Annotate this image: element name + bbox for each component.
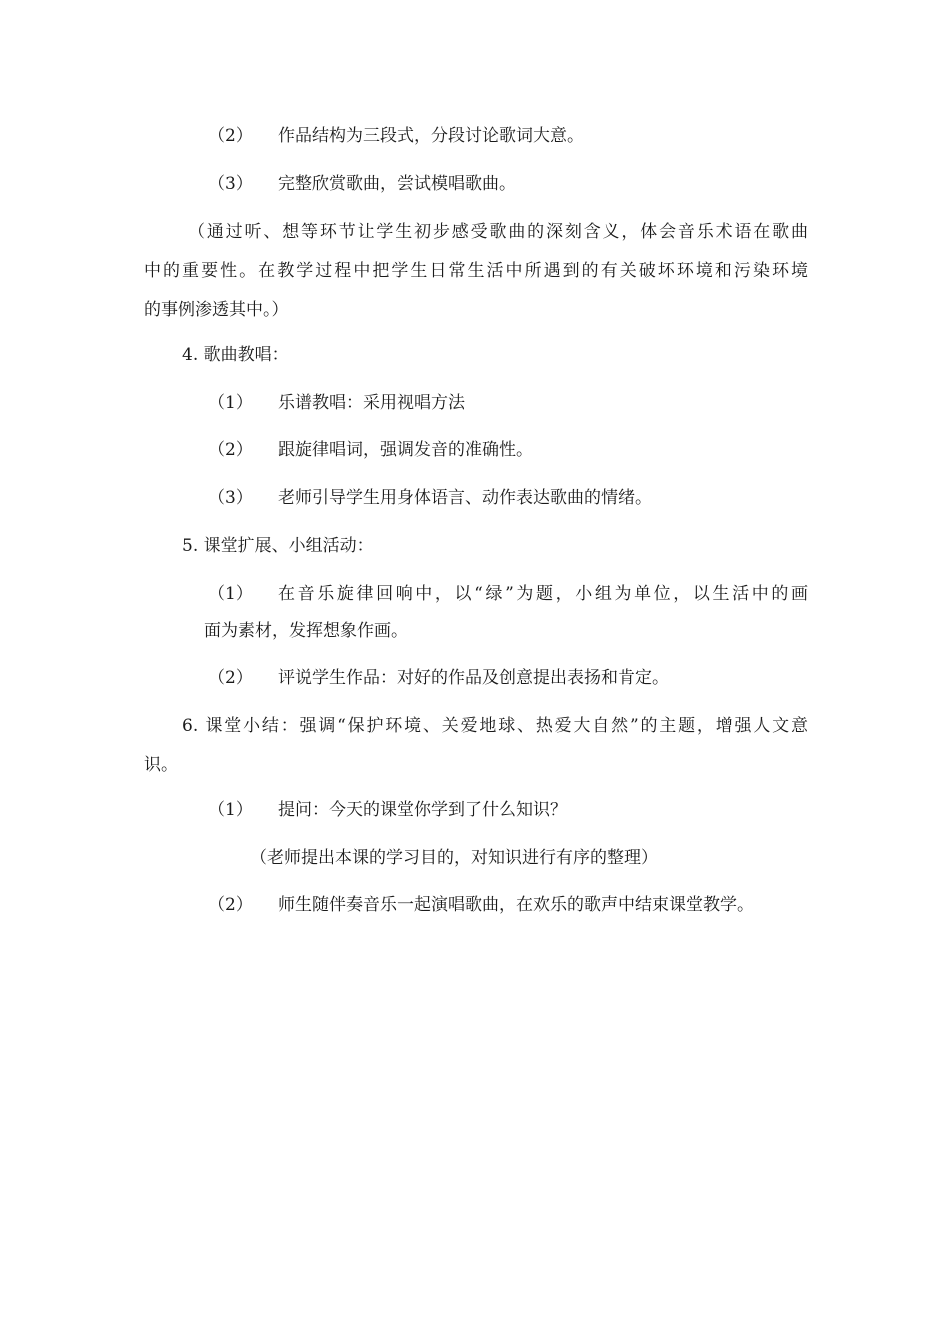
list-number: （1） — [208, 393, 253, 413]
note-paragraph-line: （通过听、想等环节让学生初步感受歌曲的深刻含义，体会音乐术语在歌曲 — [188, 222, 808, 242]
list-number: （2） — [208, 126, 253, 146]
list-item-text: 老师引导学生用身体语言、动作表达歌曲的情绪。 — [278, 488, 652, 508]
list-item-text: 提问：今天的课堂你学到了什么知识？ — [278, 800, 567, 820]
list-item-text: 评说学生作品：对好的作品及创意提出表扬和肯定。 — [278, 668, 669, 688]
section-heading: 6. 课堂小结：强调“保护环境、关爱地球、热爱大自然”的主题，增强人文意 — [182, 716, 808, 736]
section-heading: 4. 歌曲教唱： — [182, 345, 289, 365]
list-number: （3） — [208, 488, 253, 508]
list-item-text: 跟旋律唱词，强调发音的准确性。 — [278, 440, 533, 460]
list-item-text: 在音乐旋律回响中，以“绿”为题，小组为单位，以生活中的画 — [278, 584, 808, 604]
list-item-text: 完整欣赏歌曲，尝试模唱歌曲。 — [278, 174, 516, 194]
list-number: （2） — [208, 895, 253, 915]
section-heading: 5. 课堂扩展、小组活动： — [182, 536, 374, 556]
list-item-text: 乐谱教唱：采用视唱方法 — [278, 393, 465, 413]
note-paragraph-line: 的事例渗透其中。） — [144, 300, 289, 320]
list-number: （2） — [208, 668, 253, 688]
list-number: （1） — [208, 800, 253, 820]
section-heading-continuation: 识。 — [144, 755, 178, 775]
list-item-text-continuation: 面为素材，发挥想象作画。 — [204, 621, 408, 641]
list-number: （2） — [208, 440, 253, 460]
list-number: （3） — [208, 174, 253, 194]
note-paragraph-line: 中的重要性。在教学过程中把学生日常生活中所遇到的有关破坏环境和污染环境 — [144, 261, 808, 281]
list-item-text: 作品结构为三段式，分段讨论歌词大意。 — [278, 126, 584, 146]
sub-note: （老师提出本课的学习目的，对知识进行有序的整理） — [250, 848, 658, 868]
list-number: （1） — [208, 584, 253, 604]
list-item-text: 师生随伴奏音乐一起演唱歌曲，在欢乐的歌声中结束课堂教学。 — [278, 895, 754, 915]
